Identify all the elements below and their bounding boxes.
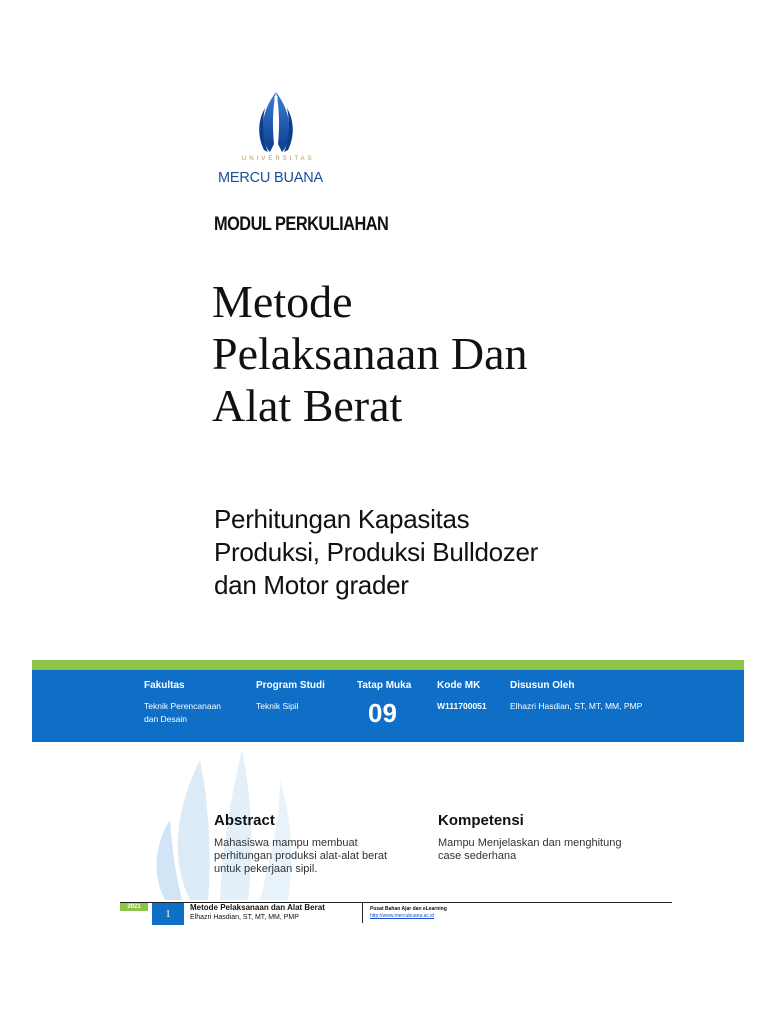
topic-title-line: dan Motor grader	[214, 570, 409, 600]
fakultas-value-line: dan Desain	[144, 714, 188, 724]
topic-title	[214, 503, 538, 602]
abstract-text	[214, 837, 424, 876]
footer-year-badge: 2021	[120, 903, 148, 911]
kode-mk-label: Kode MK	[437, 680, 481, 691]
mercu-buana-logo-icon	[256, 92, 296, 156]
footer-author: Elhazri Hasdian, ST, MT, MM, PMP	[190, 914, 299, 921]
abstract-line: Mahasiswa mampu membuat	[214, 837, 358, 849]
abstract-line: perhitungan produksi alat-alat berat	[214, 850, 388, 862]
logo-university-name: MERCU BUANA	[218, 170, 323, 186]
modul-label: MODUL PERKULIAHAN	[214, 214, 389, 235]
kompetensi-line: case sederhana	[438, 850, 517, 862]
course-title-line: Metode	[212, 276, 353, 327]
fakultas-value-line: Teknik Perencanaan	[144, 701, 222, 711]
footer-separator	[362, 903, 363, 923]
abstract-line: untuk pekerjaan sipil.	[214, 863, 318, 875]
disusun-oleh-label: Disusun Oleh	[510, 680, 575, 691]
course-title	[212, 276, 528, 432]
topic-title-line: Perhitungan Kapasitas	[214, 504, 470, 534]
course-title-line: Alat Berat	[212, 380, 403, 431]
tatap-muka-label: Tatap Muka	[357, 680, 412, 691]
abstract-heading: Abstract	[214, 812, 275, 829]
info-band	[32, 670, 744, 742]
program-studi-label: Program Studi	[256, 680, 325, 691]
footer-page-number: 1	[152, 903, 184, 925]
tatap-muka-value: 09	[368, 698, 397, 728]
disusun-oleh-value: Elhazri Hasdian, ST, MT, MM, PMP	[510, 701, 643, 711]
kompetensi-line: Mampu Menjelaskan dan menghitung	[438, 837, 622, 849]
kompetensi-text	[438, 837, 668, 863]
course-title-line: Pelaksanaan Dan	[212, 328, 528, 379]
logo-university-label: UNIVERSITAS	[242, 156, 315, 162]
topic-title-line: Produksi, Produksi Bulldozer	[214, 537, 538, 567]
footer-url-link[interactable]: http://www.mercubuana.ac.id	[370, 913, 435, 919]
green-stripe	[32, 660, 744, 670]
university-logo	[216, 92, 336, 192]
fakultas-label: Fakultas	[144, 680, 185, 691]
program-studi-value: Teknik Sipil	[256, 701, 299, 711]
footer-publisher: Pusat Bahan Ajar dan eLearning	[370, 906, 447, 912]
footer-course-title: Metode Pelaksanaan dan Alat Berat	[190, 903, 325, 912]
kompetensi-heading: Kompetensi	[438, 812, 524, 829]
kode-mk-value: W111700051	[437, 701, 487, 711]
fakultas-value	[144, 700, 221, 726]
